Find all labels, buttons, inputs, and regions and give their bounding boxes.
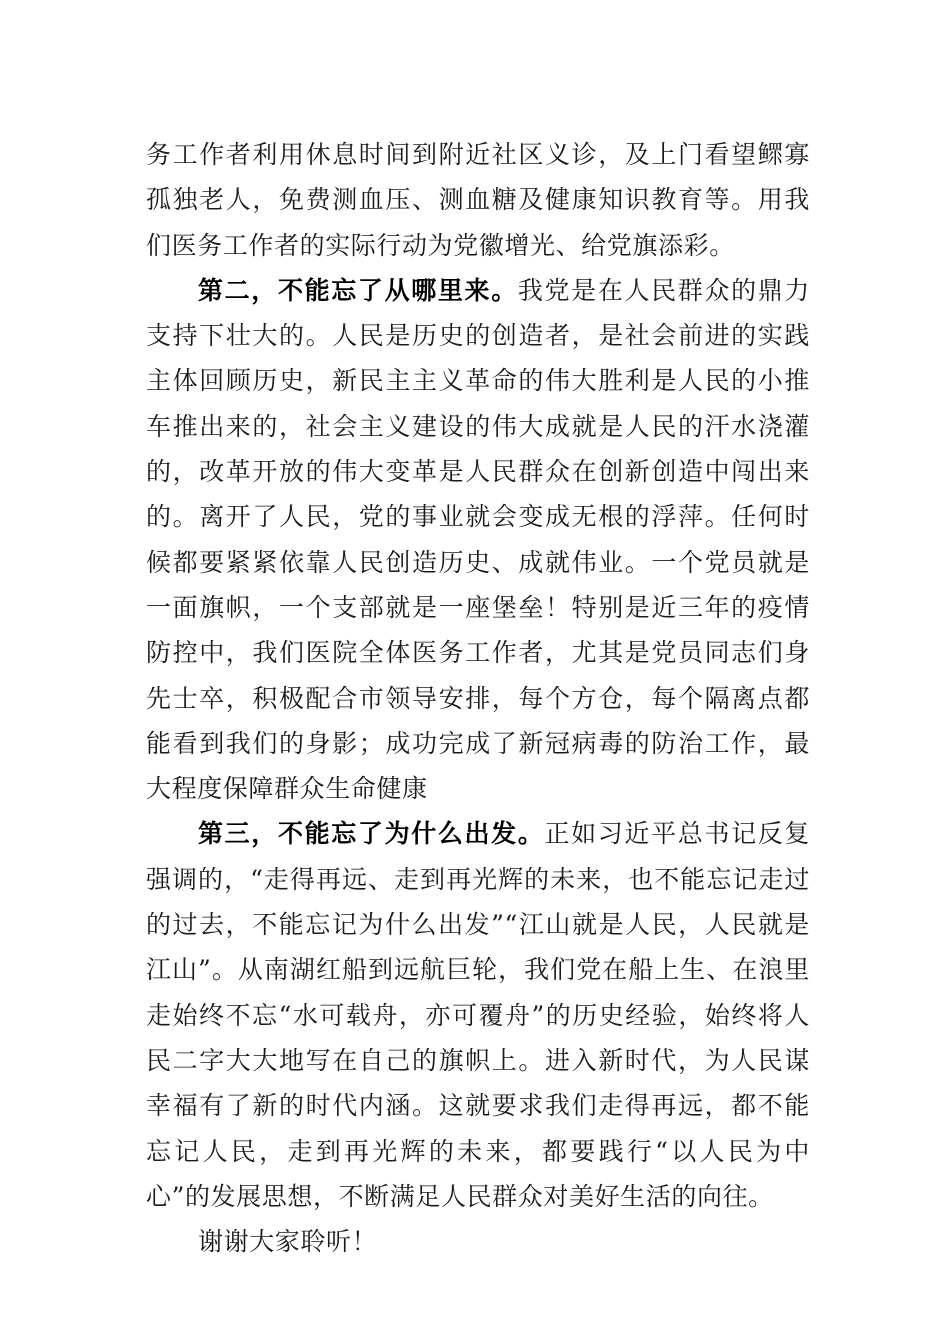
paragraph-3-text: 正如习近平总书记反复强调的，“走得再远、走到再光辉的未来，也不能忘记走过的过去，不能忘记为什么出发”“江山就是人民，人民就是江山”。从南湖红船到远航巨轮，我们党在船上生、在浪里走始终不忘“水可载舟，亦可覆舟”的历史经验，始终将人民二字大大地写在自己的旗帜上。进入新时代，为人民谋幸福有了新的时代内涵。这就要求我们走得再远，都不能忘记人民，走到再光辉的未来，都要践行“以人民为中心”的发展思想，不断满足人民群众对美好生活的向往。: [146, 819, 810, 1211]
paragraph-2: [146, 268, 810, 812]
paragraph-1: [146, 132, 810, 268]
paragraph-3-heading: 第三，不能忘了为什么出发。: [198, 819, 545, 849]
closing-line: [146, 1219, 810, 1264]
paragraph-2-text: 我党是在人民群众的鼎力支持下壮大的。人民是历史的创造者，是社会前进的实践主体回顾历史，新民主主义革命的伟大胜利是人民的小推车推出来的，社会主义建设的伟大成就是人民的汗水浇灌的，改革开放的伟大变革是人民群众在创新创造中闯出来的。离开了人民，党的事业就会变成无根的浮萍。任何时候都要紧紧依靠人民创造历史、成就伟业。一个党员就是一面旗帜，一个支部就是一座堡垒！特别是近三年的疫情防控中，我们医院全体医务工作者，尤其是党员同志们身先士卒，积极配合市领导安排，每个方仓，每个隔离点都能看到我们的身影；成功完成了新冠病毒的防治工作，最大程度保障群众生命健康: [146, 275, 811, 804]
paragraph-3: [146, 811, 810, 1219]
paragraph-1-text: 务工作者利用休息时间到附近社区义诊，及上门看望鳏寡孤独老人，免费测血压、测血糖及健康知识教育等。用我们医务工作者的实际行动为党徽增光、给党旗添彩。: [146, 140, 810, 260]
closing-line-text: 谢谢大家聆听！: [198, 1227, 378, 1257]
document-body: [146, 132, 810, 1264]
paragraph-2-heading: 第二，不能忘了从哪里来。: [198, 275, 518, 305]
